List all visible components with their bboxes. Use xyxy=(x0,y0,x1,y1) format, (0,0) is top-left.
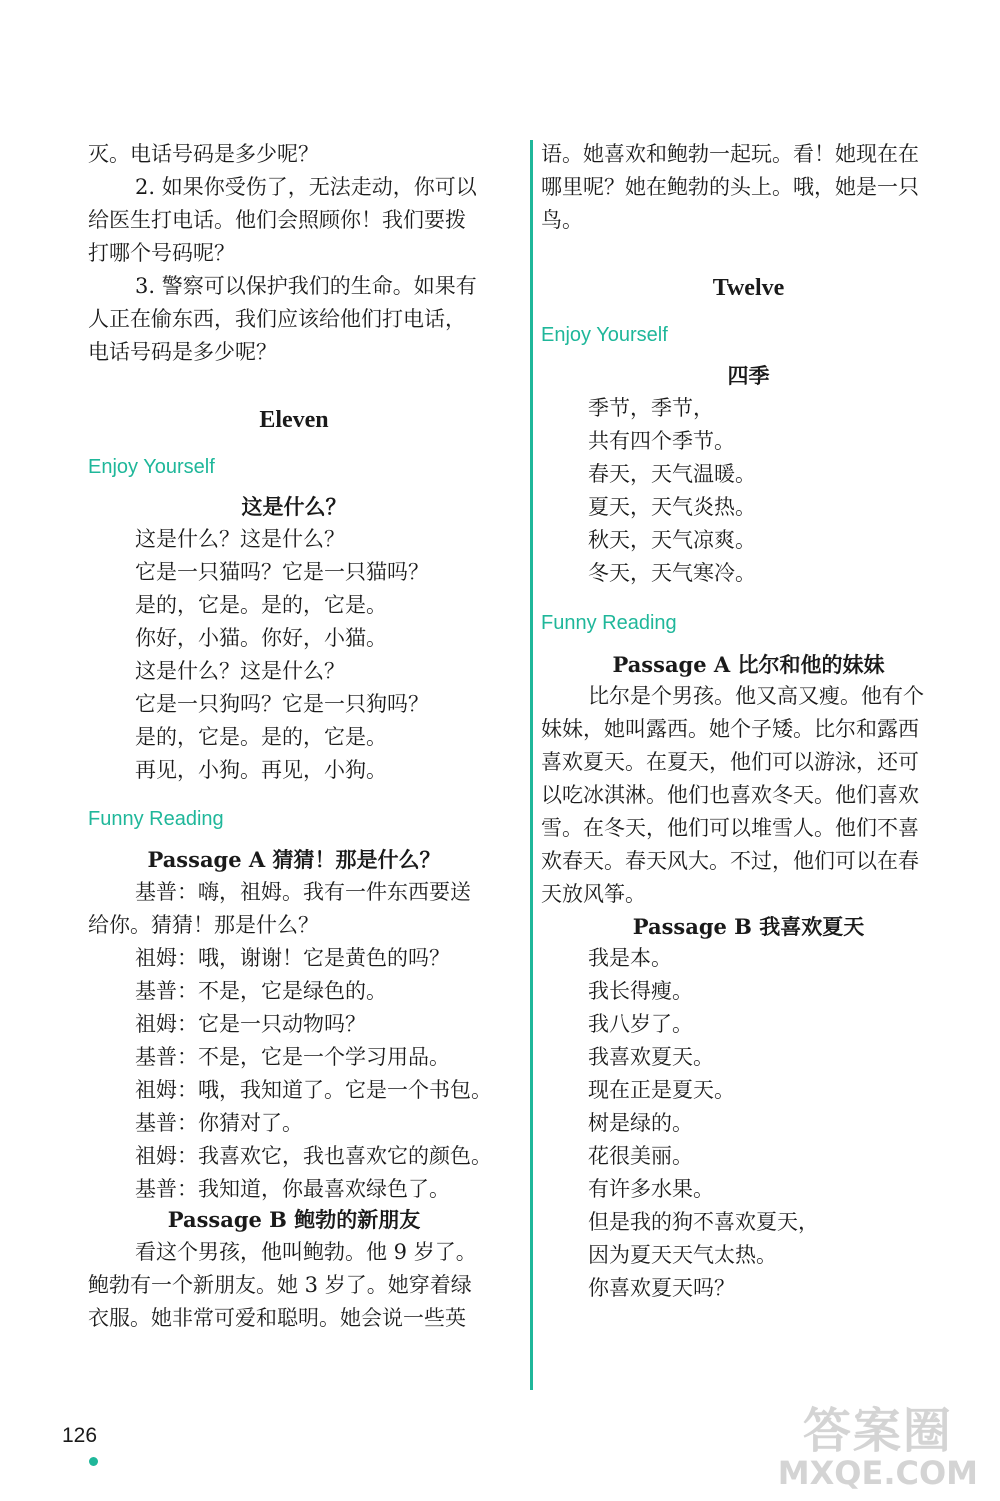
text-line: 欢春天。春天风大。不过，他们可以在春 xyxy=(541,849,919,873)
text-line: 雪。在冬天，他们可以堆雪人。他们不喜 xyxy=(541,816,919,840)
text-line: 天放风筝。 xyxy=(541,882,646,906)
dialogue-line: 给你。猜猜！那是什么？ xyxy=(88,913,319,937)
poem-line: 是的，它是。是的，它是。 xyxy=(135,593,387,617)
text-line: 3. 警察可以保护我们的生命。如果有 xyxy=(135,274,477,298)
poem-line: 秋天，天气凉爽。 xyxy=(588,528,756,552)
dialogue-line: 基普：我知道，你最喜欢绿色了。 xyxy=(135,1177,450,1201)
dialogue-line: 祖姆：它是一只动物吗？ xyxy=(135,1012,366,1036)
poem-line: 冬天，天气寒冷。 xyxy=(588,561,756,585)
text-line: 给医生打电话。他们会照顾你！我们要拨 xyxy=(88,208,466,232)
passage-b-title: Passage B 我喜欢夏天 xyxy=(632,914,865,939)
poem-line: 夏天，天气炎热。 xyxy=(588,495,756,519)
page-dot-ornament xyxy=(89,1457,98,1466)
text-line: 看这个男孩，他叫鲍勃。他 9 岁了。 xyxy=(135,1240,477,1264)
poem-line: 共有四个季节。 xyxy=(588,429,735,453)
section-label-enjoy: Enjoy Yourself xyxy=(541,324,668,346)
poem-line: 你喜欢夏天吗？ xyxy=(588,1276,735,1300)
dialogue-line: 基普：你猜对了。 xyxy=(135,1111,303,1135)
poem-line: 是的，它是。是的，它是。 xyxy=(135,725,387,749)
poem-line: 再见，小狗。再见，小狗。 xyxy=(135,758,387,782)
dialogue-line: 祖姆：哦，我知道了。它是一个书包。 xyxy=(135,1078,492,1102)
poem-line: 我是本。 xyxy=(588,946,672,970)
poem-line: 但是我的狗不喜欢夏天， xyxy=(588,1210,819,1234)
poem-line: 树是绿的。 xyxy=(588,1111,693,1135)
text-line: 妹妹，她叫露西。她个子矮。比尔和露西 xyxy=(541,717,919,741)
passage-a-title: Passage A 猜猜！那是什么？ xyxy=(147,847,441,872)
poem-line: 我喜欢夏天。 xyxy=(588,1045,714,1069)
text-line: 比尔是个男孩。他又高又瘦。他有个 xyxy=(588,684,924,708)
poem-line: 你好，小猫。你好，小猫。 xyxy=(135,626,387,650)
column-divider xyxy=(530,140,533,1390)
text-line: 人正在偷东西，我们应该给他们打电话， xyxy=(88,307,466,331)
poem-line: 春天，天气温暖。 xyxy=(588,462,756,486)
poem-title: 这是什么？ xyxy=(241,494,347,519)
poem-title: 四季 xyxy=(727,363,770,388)
poem-line: 有许多水果。 xyxy=(588,1177,714,1201)
text-line: 哪里呢？她在鲍勃的头上。哦，她是一只 xyxy=(541,175,919,199)
text-line: 语。她喜欢和鲍勃一起玩。看！她现在在 xyxy=(541,142,919,166)
passage-a-title: Passage A 比尔和他的妹妹 xyxy=(612,652,885,677)
poem-line: 季节，季节， xyxy=(588,396,714,420)
text-line: 鸟。 xyxy=(541,208,583,232)
text-line: 灭。电话号码是多少呢？ xyxy=(88,142,319,166)
poem-line: 这是什么？这是什么？ xyxy=(135,659,345,683)
poem-line: 它是一只猫吗？它是一只猫吗？ xyxy=(135,560,429,584)
text-line: 喜欢夏天。在夏天，他们可以游泳，还可 xyxy=(541,750,919,774)
watermark-logo xyxy=(777,1403,978,1492)
poem-line: 我长得瘦。 xyxy=(588,979,693,1003)
watermark-line1: 答案圈 xyxy=(802,1403,953,1459)
passage-b-title: Passage B 鲍勃的新朋友 xyxy=(167,1207,421,1232)
text-line: 以吃冰淇淋。他们也喜欢冬天。他们喜欢 xyxy=(541,783,919,807)
text-line: 打哪个号码呢？ xyxy=(88,241,235,265)
section-label-funny: Funny Reading xyxy=(88,808,224,830)
text-line: 电话号码是多少呢？ xyxy=(88,340,277,364)
dialogue-line: 祖姆：哦，谢谢！它是黄色的吗？ xyxy=(135,946,450,970)
chapter-heading: Eleven xyxy=(259,407,329,433)
chapter-heading: Twelve xyxy=(712,275,785,301)
text-line: 2. 如果你受伤了，无法走动，你可以 xyxy=(135,175,477,199)
poem-line: 因为夏天天气太热。 xyxy=(588,1243,777,1267)
section-label-funny: Funny Reading xyxy=(541,612,677,634)
text-line: 衣服。她非常可爱和聪明。她会说一些英 xyxy=(88,1306,466,1330)
watermark-line2: MXQE.COM xyxy=(777,1454,978,1492)
dialogue-line: 祖姆：我喜欢它，我也喜欢它的颜色。 xyxy=(135,1144,492,1168)
dialogue-line: 基普：嗨，祖姆。我有一件东西要送 xyxy=(135,880,471,904)
dialogue-line: 基普：不是，它是一个学习用品。 xyxy=(135,1045,450,1069)
poem-line: 这是什么？这是什么？ xyxy=(135,527,345,551)
page-number: 126 xyxy=(62,1424,98,1447)
poem-line: 花很美丽。 xyxy=(588,1144,693,1168)
poem-line: 现在正是夏天。 xyxy=(588,1078,735,1102)
poem-line: 它是一只狗吗？它是一只狗吗？ xyxy=(135,692,429,716)
text-line: 鲍勃有一个新朋友。她 3 岁了。她穿着绿 xyxy=(88,1273,472,1297)
poem-line: 我八岁了。 xyxy=(588,1012,693,1036)
dialogue-line: 基普：不是，它是绿色的。 xyxy=(135,979,387,1003)
section-label-enjoy: Enjoy Yourself xyxy=(88,456,215,478)
